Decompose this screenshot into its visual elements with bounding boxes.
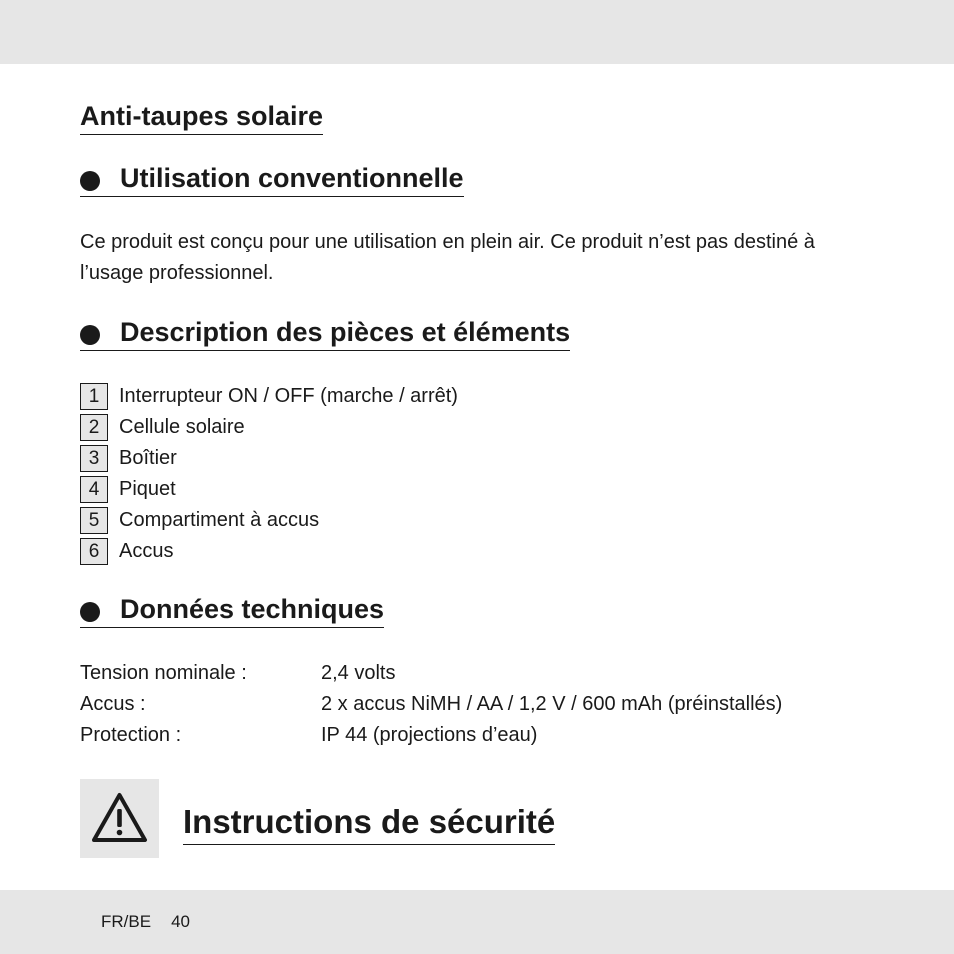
part-number: 1 xyxy=(80,383,108,410)
section-heading-text: Données techniques xyxy=(120,591,384,628)
bullet-icon xyxy=(80,602,100,622)
usage-paragraph: Ce produit est conçu pour une utilisation en plein air. Ce produit n’est pas destiné à l’usage professionnel. xyxy=(80,231,815,284)
heading-underline xyxy=(80,350,122,351)
part-label: Compartiment à accus xyxy=(119,509,320,531)
part-number: 5 xyxy=(80,507,108,534)
spec-value: IP 44 (projections d’eau) xyxy=(321,724,538,746)
bullet-icon xyxy=(80,171,100,191)
page-number: 40 xyxy=(171,912,190,931)
part-number: 2 xyxy=(80,414,108,441)
part-number: 6 xyxy=(80,538,108,565)
spec-key: Tension nominale : xyxy=(80,662,247,684)
document-title: Anti-taupes solaire xyxy=(80,98,323,135)
spec-value: 2,4 volts xyxy=(321,662,396,684)
heading-underline xyxy=(80,196,122,197)
part-number: 4 xyxy=(80,476,108,503)
part-label: Interrupteur ON / OFF (marche / arrêt) xyxy=(119,385,458,407)
spec-value: 2 x accus NiMH / AA / 1,2 V / 600 mAh (préinstallés) xyxy=(321,693,783,715)
bullet-icon xyxy=(80,325,100,345)
part-label: Accus xyxy=(119,540,174,562)
warning-box xyxy=(80,779,159,858)
heading-underline xyxy=(80,627,122,628)
part-number: 3 xyxy=(80,445,108,472)
safety-heading: Instructions de sécurité xyxy=(183,800,555,845)
part-label: Boîtier xyxy=(119,447,177,469)
part-label: Cellule solaire xyxy=(119,416,245,438)
section-heading-text: Utilisation conventionnelle xyxy=(120,160,464,197)
section-heading-text: Description des pièces et éléments xyxy=(120,314,570,351)
spec-key: Protection : xyxy=(80,724,182,746)
spec-key: Accus : xyxy=(80,693,146,715)
locale-label: FR/BE xyxy=(101,912,152,931)
header-band xyxy=(0,0,954,64)
footer xyxy=(101,911,190,933)
warning-triangle-icon xyxy=(90,791,149,844)
part-label: Piquet xyxy=(119,478,176,500)
